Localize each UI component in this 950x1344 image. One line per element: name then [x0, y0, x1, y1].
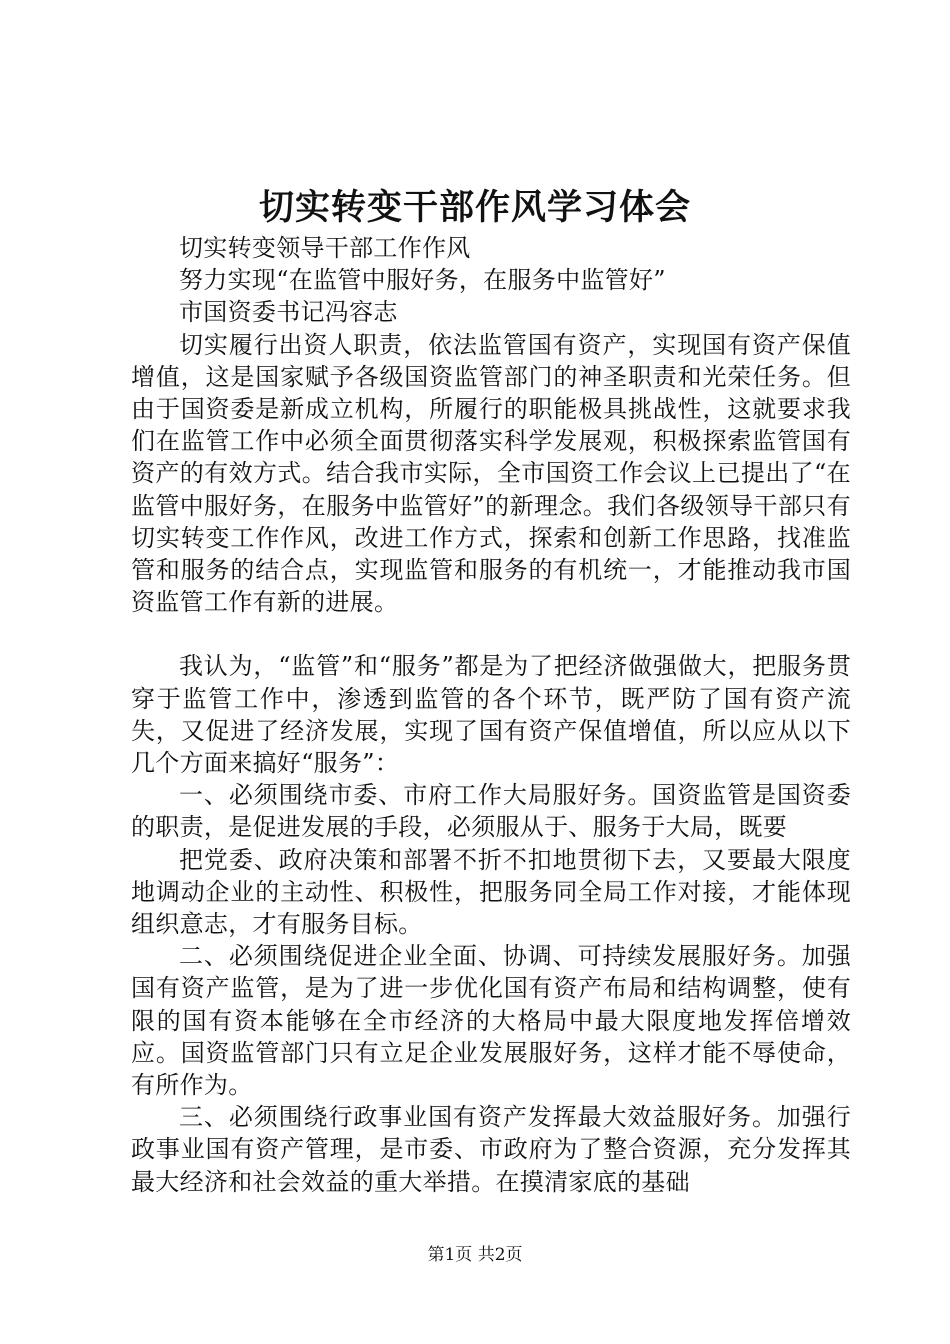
body-paragraph: 三、必须围绕行政事业国有资产发挥最大效益服好务。加强行政事业国有资产管理，是市委、市政府为了整合资源，充分发挥其最大经济和社会效益的重大举措。在摸清家底的基础 — [131, 1103, 851, 1196]
body-paragraph: 把党委、政府决策和部署不折不扣地贯彻下去，又要最大限度地调动企业的主动性、积极性，把服务同全局工作对接，才能体现组织意志，才有服务目标。 — [131, 845, 851, 939]
subtitle-line: 切实转变领导干部工作作风 — [179, 234, 471, 262]
subtitle-line: 努力实现“在监管中服好务，在服务中监管好” — [179, 266, 666, 295]
author-line: 市国资委书记冯容志 — [179, 298, 398, 327]
body-paragraph: 一、必须围绕市委、市府工作大局服好务。国资监管是国资委的职责，是促进发展的手段，必须服从于、服务于大局，既要 — [131, 781, 851, 842]
body-paragraph: 我认为，“监管”和“服务”都是为了把经济做强做大，把服务贯穿于监管工作中，渗透到监管的各个环节，既严防了国有资产流失，又促进了经济发展，实现了国有资产保值增值，所以应从以下几个方面来搞好“服务”： — [131, 652, 851, 778]
body-paragraph: 切实履行出资人职责，依法监管国有资产，实现国有资产保值增值，这是国家赋予各级国资监管部门的神圣职责和光荣任务。但由于国资委是新成立机构，所履行的职能极具挑战性，这就要求我们在监管工作中必须全面贯彻落实科学发展观，积极探索监管国有资产的有效方式。结合我市实际，全市国资工作会议上已提出了“在监管中服好务，在服务中监管好”的新理念。我们各级领导干部只有切实转变工作作风，改进工作方式，探索和创新工作思路，找准监管和服务的结合点，实现监管和服务的有机统一，才能推动我市国资监管工作有新的进展。 — [131, 330, 851, 617]
document-title: 切实转变干部作风学习体会 — [258, 187, 691, 228]
body-paragraph: 二、必须围绕促进企业全面、协调、可持续发展服好务。加强国有资产监管，是为了进一步优化国有资产布局和结构调整，使有限的国有资本能够在全市经济的大格局中最大限度地发挥倍增效应。国资监管部门只有立足企业发展服好务，这样才能不辱使命，有所作为。 — [131, 942, 851, 1100]
page-footer: 第1页 共2页 — [427, 1245, 523, 1265]
document-body — [131, 232, 851, 1198]
